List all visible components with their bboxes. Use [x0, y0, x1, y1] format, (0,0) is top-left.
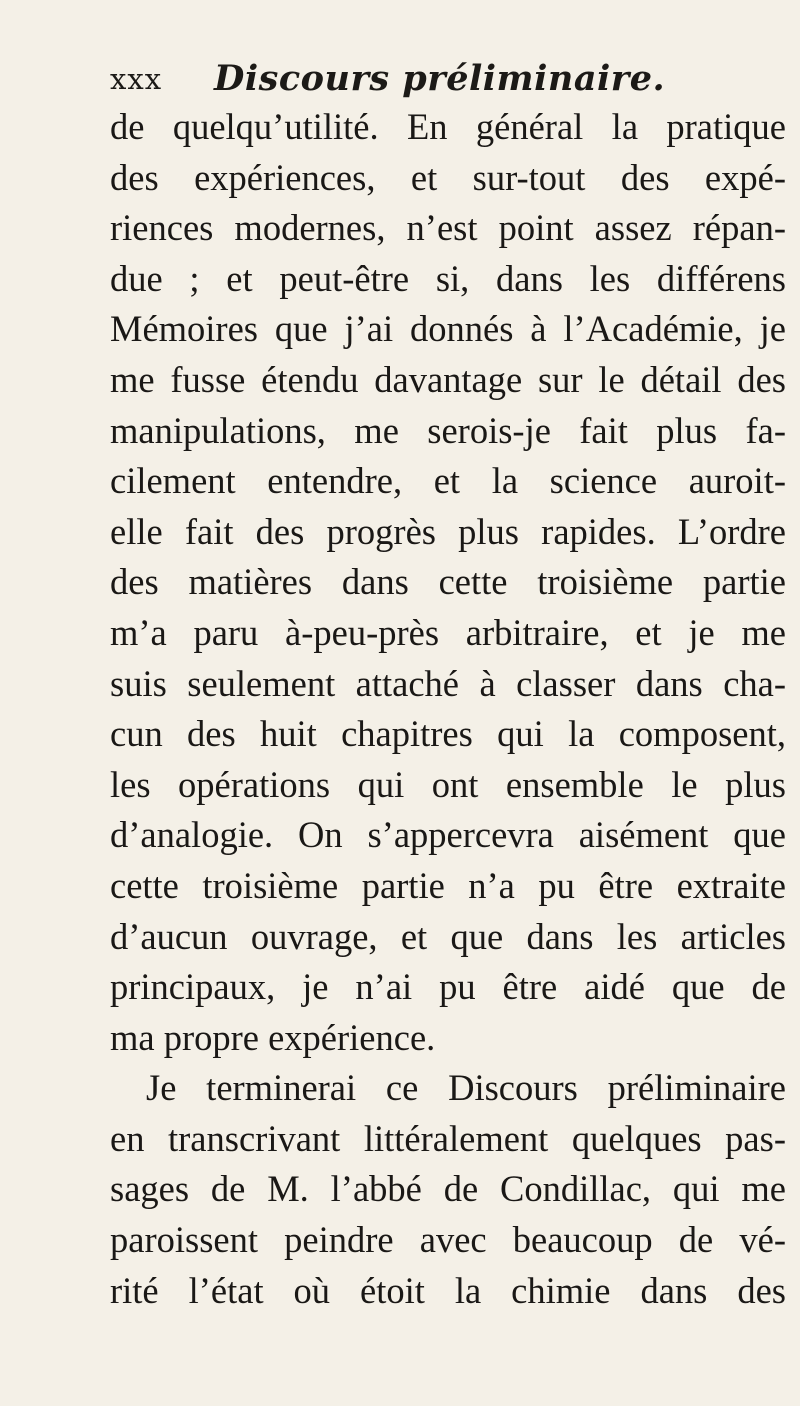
text-line: les opérations qui ont ensemble le plus: [110, 763, 786, 805]
text-line: ma propre expérience.: [110, 1016, 436, 1058]
text-line: d’analogie. On s’appercevra aisément que: [110, 814, 786, 856]
text-line: des expériences, et sur-tout des expé-: [110, 156, 786, 198]
text-line: me fusse étendu davantage sur le détail des: [110, 358, 786, 400]
running-head: [110, 58, 790, 104]
text-line: manipulations, me serois-je fait plus fa-: [110, 409, 786, 451]
text-line: des matières dans cette troisième partie: [110, 561, 786, 603]
body-text: [110, 102, 786, 1316]
text-line: en transcrivant littéralement quelques pas-: [110, 1117, 786, 1159]
text-line: cette troisième partie n’a pu être extraite: [110, 864, 786, 906]
text-line: suis seulement attaché à classer dans cha-: [110, 662, 786, 704]
text-line: Je terminerai ce Discours préliminaire: [146, 1067, 786, 1109]
text-line: riences modernes, n’est point assez répan-: [110, 207, 786, 249]
text-line: m’a paru à-peu-près arbitraire, et je me: [110, 611, 786, 653]
text-line: d’aucun ouvrage, et que dans les articles: [110, 915, 786, 957]
text-line: cilement entendre, et la science auroit-: [110, 460, 786, 502]
text-line: principaux, je n’ai pu être aidé que de: [110, 966, 786, 1008]
text-line: elle fait des progrès plus rapides. L’ordre: [110, 510, 786, 552]
text-line: paroissent peindre avec beaucoup de vé-: [110, 1219, 786, 1261]
running-title: Discours préliminaire.: [214, 58, 666, 99]
text-line: de quelqu’utilité. En général la pratique: [110, 106, 786, 147]
page-number: xxx: [110, 62, 163, 96]
text-line: rité l’état où étoit la chimie dans des: [110, 1269, 786, 1311]
text-line: due ; et peut-être si, dans les différens: [110, 257, 786, 299]
text-line: Mémoires que j’ai donnés à l’Académie, je: [110, 308, 786, 350]
text-line: sages de M. l’abbé de Condillac, qui me: [110, 1168, 786, 1210]
text-line: cun des huit chapitres qui la composent,: [110, 713, 786, 755]
